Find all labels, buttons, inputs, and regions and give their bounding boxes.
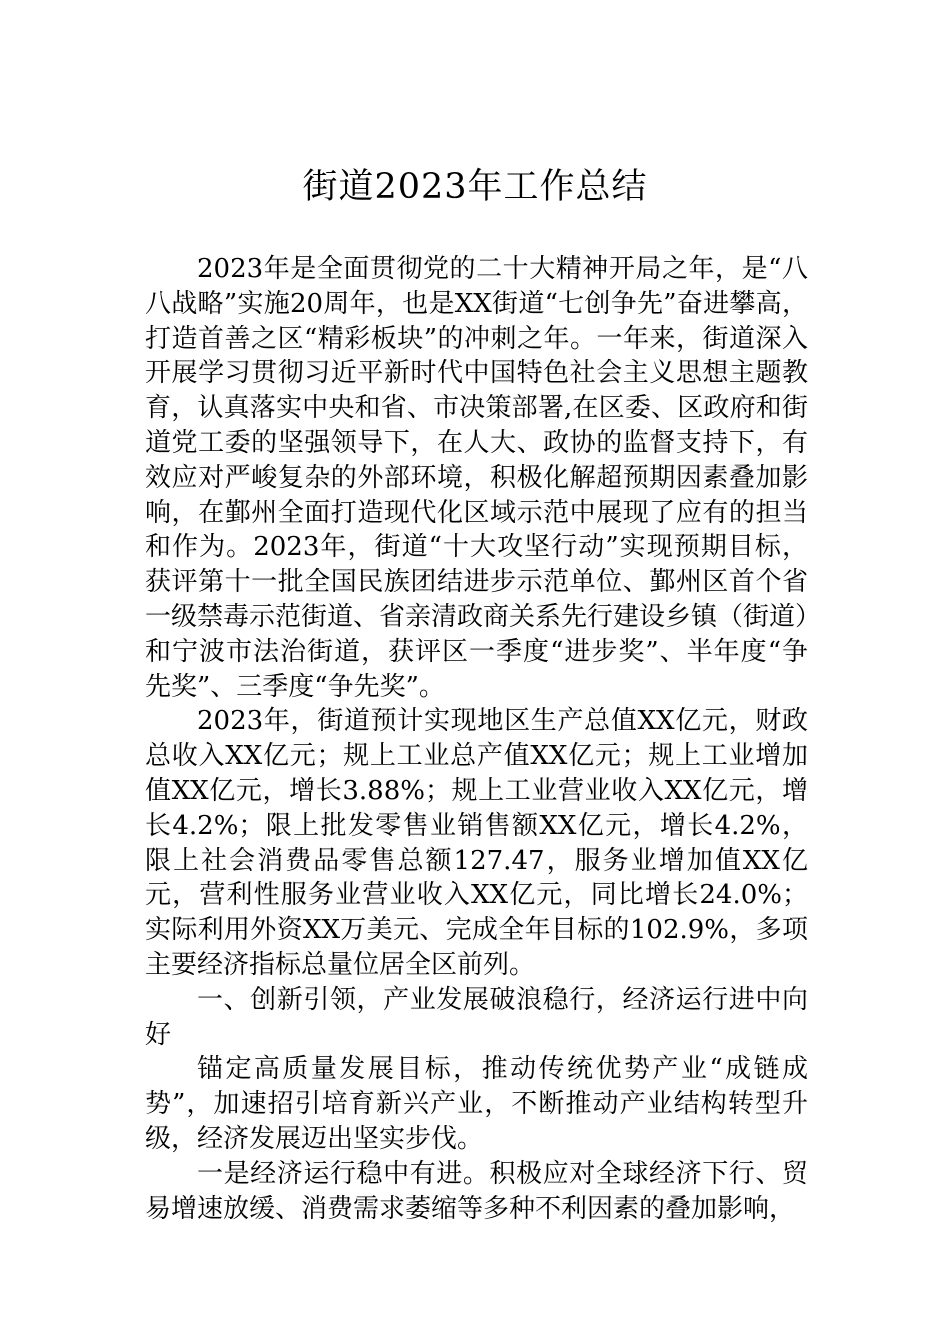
paragraph-section-1-summary: 锚定高质量发展目标，推动传统优势产业“成链成势”，加速招引培育新兴产业，不断推动产业结构转型升级，经济发展迈出坚实步伐。 — [145, 1054, 808, 1154]
paragraph-intro: 2023年是全面贯彻党的二十大精神开局之年，是“八八战略”实施20周年，也是XX街道“七创争先”奋进攀高，打造首善之区“精彩板块”的冲刺之年。一年来，街道深入开展学习贯彻习近平新时代中国特色社会主义思想主题教育，认真落实中央和省、市决策部署,在区委、区政府和街道党工委的坚强领导下，在人大、政协的监督支持下，有效应对严峻复杂的外部环境，积极化解超预期因素叠加影响，在鄞州全面打造现代化区域示范中展现了应有的担当和作为。2023年，街道“十大攻坚行动”实现预期目标，获评第十一批全国民族团结进步示范单位、鄞州区首个省一级禁毒示范街道、省亲清政商关系先行建设乡镇（街道）和宁波市法治街道，获评区一季度“进步奖”、半年度“争先奖”、三季度“争先奖”。 — [145, 254, 809, 702]
document-body — [145, 252, 808, 1226]
document-title: 街道2023年工作总结 — [302, 167, 648, 207]
section-heading-1: 一、创新引领，产业发展破浪稳行，经济运行进中向好 — [145, 984, 808, 1050]
paragraph-section-1-item-1: 一是经济运行稳中有进。积极应对全球经济下行、贸易增速放缓、消费需求萎缩等多种不利因素的叠加影响， — [145, 1158, 808, 1224]
paragraph-economic-indicators: 2023年，街道预计实现地区生产总值XX亿元，财政总收入XX亿元；规上工业总产值XX亿元；规上工业增加值XX亿元，增长3.88%；规上工业营业收入XX亿元，增长4.2%；限上批发零售业销售额XX亿元，增长4.2%，限上社会消费品零售总额127.47，服务业增加值XX亿元，营利性服务业营业收入XX亿元，同比增长24.0%；实际利用外资XX万美元、完成全年目标的102.9%，多项主要经济指标总量位居全区前列。 — [145, 706, 808, 980]
